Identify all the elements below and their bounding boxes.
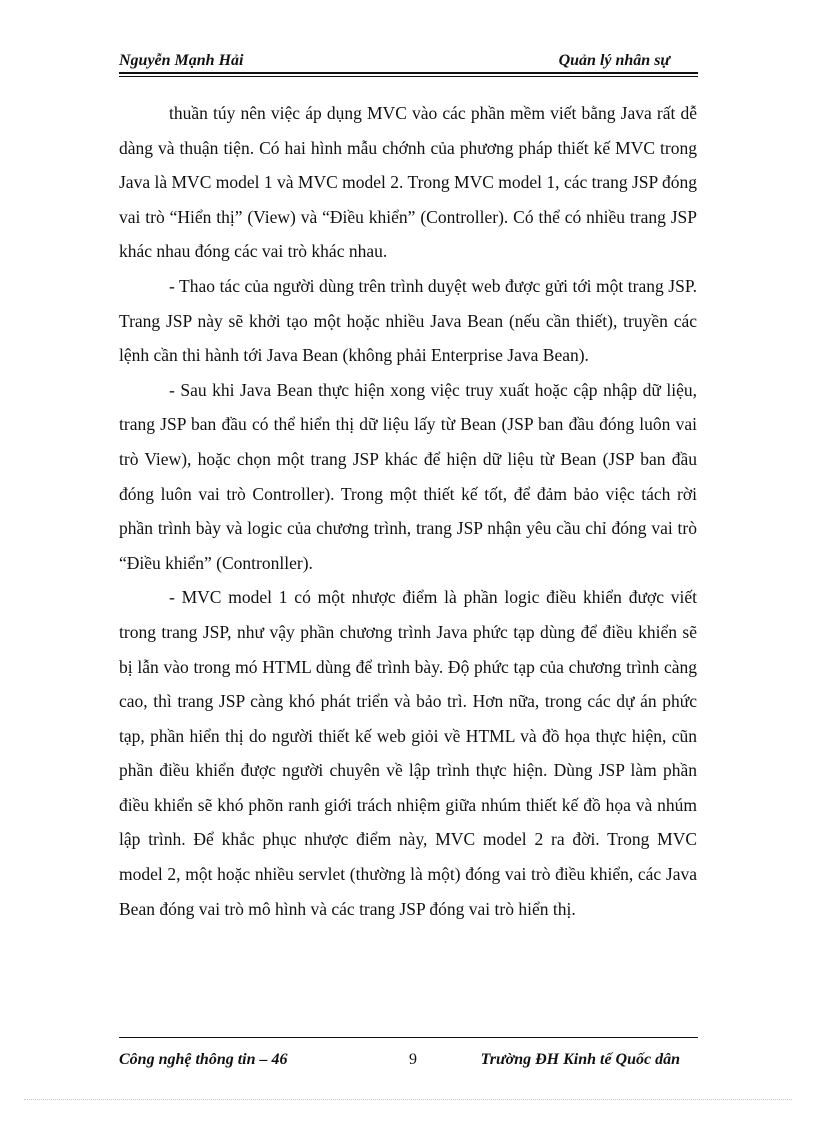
paragraph-4: - MVC model 1 có một nhược điểm là phần logic điều khiển được viết trong trang JSP, như vậy phần chương trình Java phức tạp dùng để điều khiển sẽ bị lẫn vào trong mó HTML dùng để trình bày. Độ phức tạp của chương trình càng cao, thì trang JSP càng khó phát triển và bảo trì. Hơn nữa, trong các dự án phức tạp, phần hiển thị do người thiết kế web giỏi về HTML và đồ họa thực hiện, cũn phần điều khiển được người chuyên về lập trình thực hiện. Dùng JSP làm phần điều khiển sẽ khó phõn ranh giới trách nhiệm giữa nhúm thiết kế đồ họa và nhúm lập trình. Để khắc phục nhược điểm này, MVC model 2 ra đời. Trong MVC model 2, một hoặc nhiều servlet (thường là một) đóng vai trò điều khiển, các Java Bean đóng vai trò mô hình và các trang JSP đóng vai trò hiển thị.	[119, 587, 697, 919]
page-number: 9	[409, 1051, 417, 1068]
paragraph-1: thuần túy nên việc áp dụng MVC vào các phần mềm viết bằng Java rất dễ dàng và thuận tiện. Có hai hình mẫu chớnh của phương pháp thiết kế MVC trong Java là MVC model 1 và MVC model 2. Trong MVC model 1, các trang JSP đóng vai trò “Hiển thị” (View) và “Điều khiển” (Controller). Có thể có nhiều trang JSP khác nhau đóng các vai trò khác nhau.	[119, 103, 697, 262]
header-topic: Quản lý nhân sự	[558, 52, 670, 69]
paragraph-2: - Thao tác của người dùng trên trình duyệt web được gửi tới một trang JSP. Trang JSP này sẽ khởi tạo một hoặc nhiều Java Bean (nếu cần thiết), truyền các lệnh cần thi hành tới Java Bean (không phải Enterprise Java Bean).	[119, 275, 697, 366]
header-rule	[119, 72, 698, 74]
footer-university: Trường ĐH Kinh tế Quốc dân	[480, 1051, 680, 1068]
header-author: Nguyễn Mạnh Hải	[119, 52, 244, 69]
body-text	[119, 96, 697, 926]
footer-rule	[119, 1037, 698, 1038]
footer-department: Công nghệ thông tin – 46	[119, 1051, 288, 1068]
header-rule-secondary	[119, 76, 698, 77]
page-footer	[119, 1051, 698, 1075]
paragraph-3: - Sau khi Java Bean thực hiện xong việc truy xuất hoặc cập nhập dữ liệu, trang JSP ban đầu có thể hiển thị dữ liệu lấy từ Bean (JSP ban đầu đóng luôn vai trò View), hoặc chọn một trang JSP khác để hiện dữ liệu từ Bean (JSP ban đầu đóng luôn vai trò Controller). Trong một thiết kế tốt, để đảm bảo việc tách rời phần trình bày và logic của chương trình, trang JSP nhận yêu cầu chỉ đóng vai trò “Điều khiển” (Contronller).	[119, 379, 697, 573]
page-bottom-edge	[24, 1099, 792, 1100]
